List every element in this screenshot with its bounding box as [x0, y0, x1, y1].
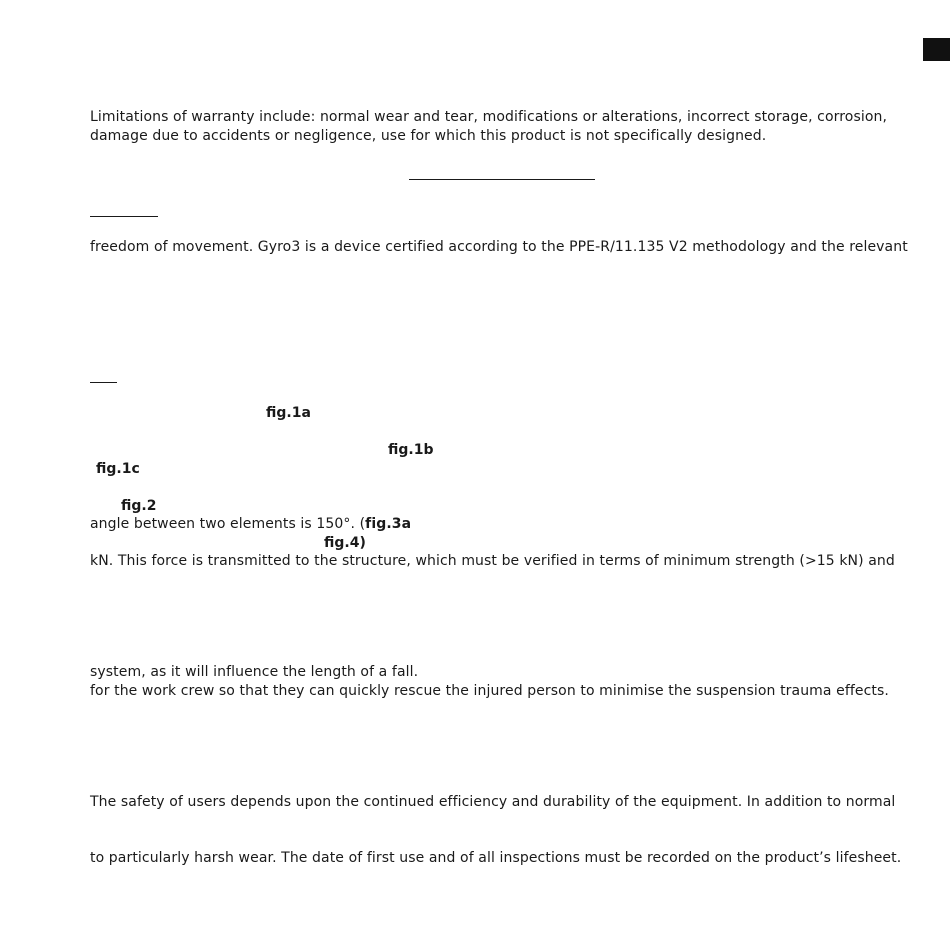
page-tab-marker	[923, 38, 950, 61]
rescue-line-2: for the work crew so that they can quickly rescue the injured person to minimise the suspension trauma effects.	[90, 683, 889, 699]
fig-4-reference: fig.4)	[324, 535, 366, 551]
inspection-line-2: to particularly harsh wear. The date of first use and of all inspections must be recorded on the product’s lifesheet.	[90, 850, 902, 866]
fig-1b-reference: fig.1b	[388, 442, 434, 458]
subheading-underline	[90, 382, 117, 383]
installation-line-1: kN. This force is transmitted to the structure, which must be verified in terms of minimum strength (>15 kN) and	[90, 553, 895, 569]
fig-3a-reference: fig.3a	[365, 516, 412, 532]
section-divider	[409, 179, 595, 180]
fig-3a-prefix: angle between two elements is 150°. (	[90, 516, 366, 532]
warranty-line-2: damage due to accidents or negligence, use for which this product is not specifically designed.	[90, 128, 767, 144]
fig-3a-line	[90, 515, 411, 533]
inspection-line-1: The safety of users depends upon the continued efficiency and durability of the equipment. In addition to normal	[90, 794, 896, 810]
description-line-1: freedom of movement. Gyro3 is a device certified according to the PPE-R/11.135 V2 methodology and the relevant	[90, 239, 908, 255]
fig-1a-reference: fig.1a	[266, 405, 311, 421]
fig-1c-reference: fig.1c	[96, 461, 140, 477]
fig-2-reference: fig.2	[121, 498, 157, 514]
rescue-line-1: system, as it will influence the length of a fall.	[90, 664, 419, 680]
heading-underline	[90, 216, 158, 217]
warranty-line-1: Limitations of warranty include: normal wear and tear, modifications or alterations, incorrect storage, corrosion,	[90, 109, 888, 125]
